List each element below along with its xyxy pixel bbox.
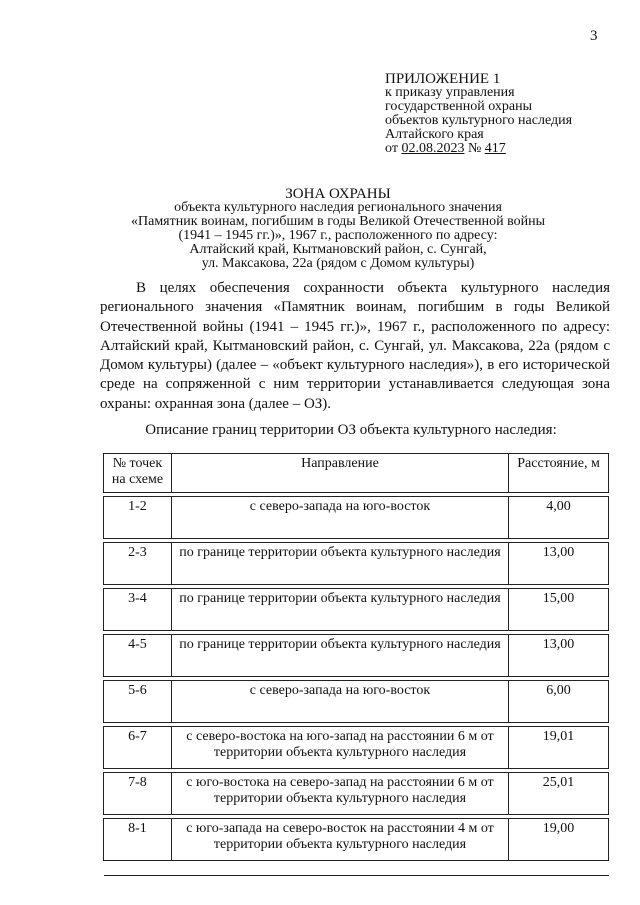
cell-direction: с юго-востока на северо-запад на расстоянии 6 м от территории объекта культурного наследия xyxy=(171,773,508,815)
cell-distance: 15,00 xyxy=(509,589,609,631)
cell-distance: 19,01 xyxy=(509,727,609,769)
body-paragraph: В целях обеспечения сохранности объекта культурного наследия регионального значения «Памятник воинам, погибшим в годы Великой Отечественной войны (1941 – 1945 гг.)», 1967 г., расположенного по адресу: Алтайский край, Кытмановский район, с. Сунгай, ул. Максакова, 22а (рядом с Домом культуры) (далее – «объект культурного наследия»), в его исторической среде на сопряженной с ним территории устанавливается следующая зона охраны: охранная зона (далее – ОЗ). xyxy=(100,280,610,412)
cell-direction: с северо-востока на юго-запад на расстоянии 6 м от территории объекта культурного наследия xyxy=(171,727,508,769)
appendix-line: государственной охраны xyxy=(385,99,533,114)
header-direction: Направление xyxy=(171,454,508,493)
cell-distance: 4,00 xyxy=(509,497,609,539)
cell-points: 4-5 xyxy=(104,635,172,677)
table-row xyxy=(104,681,609,723)
appendix-heading: ПРИЛОЖЕНИЕ 1 xyxy=(385,71,501,87)
cell-points: 5-6 xyxy=(104,681,172,723)
appendix-block xyxy=(385,72,572,156)
boundary-table xyxy=(103,453,609,876)
table-row xyxy=(104,497,609,539)
table-row xyxy=(104,543,609,585)
cell-distance: 25,01 xyxy=(509,773,609,815)
table-caption: Описание границ территории ОЗ объекта культурного наследия: xyxy=(145,422,557,438)
cell-points: 6-7 xyxy=(104,727,172,769)
date-prefix: от xyxy=(385,141,402,156)
cell-direction: с северо-запада на юго-восток xyxy=(171,681,508,723)
order-date: 02.08.2023 xyxy=(401,141,465,156)
table-row xyxy=(104,819,609,861)
cell-distance: 19,00 xyxy=(509,819,609,861)
title-line: «Памятник воинам, погибшим в годы Великой Отечественной войны xyxy=(131,214,545,229)
title-line: объекта культурного наследия регионального значения xyxy=(174,200,502,215)
cell-direction: с северо-запада на юго-восток xyxy=(171,497,508,539)
cell-direction: по границе территории объекта культурного наследия xyxy=(171,543,508,585)
appendix-line: к приказу управления xyxy=(385,85,515,100)
table-row xyxy=(104,589,609,631)
cell-points: 3-4 xyxy=(104,589,172,631)
cell-distance: 13,00 xyxy=(509,635,609,677)
cell-points: 1-2 xyxy=(104,497,172,539)
cell-distance: 13,00 xyxy=(509,543,609,585)
order-date-line xyxy=(385,142,572,156)
order-number: 417 xyxy=(484,141,506,156)
cell-direction: по границе территории объекта культурного наследия xyxy=(171,589,508,631)
title-line: ул. Максакова, 22а (рядом с Домом культуры) xyxy=(201,256,475,271)
table-row xyxy=(104,635,609,677)
cell-distance: 6,00 xyxy=(509,681,609,723)
appendix-line: объектов культурного наследия xyxy=(385,113,573,128)
cell-points: 7-8 xyxy=(104,773,172,815)
title-line: Алтайский край, Кытмановский район, с. Сунгай, xyxy=(189,242,487,257)
table-row xyxy=(104,773,609,815)
header-distance: Расстояние, м xyxy=(509,454,609,493)
row-spacer xyxy=(104,861,609,876)
number-prefix: № xyxy=(464,141,485,156)
cell-direction: по границе территории объекта культурного наследия xyxy=(171,635,508,677)
table-header-row xyxy=(104,454,609,493)
cell-direction: с юго-запада на северо-восток на расстоянии 4 м от территории объекта культурного наследия xyxy=(171,819,508,861)
appendix-line: Алтайского края xyxy=(385,127,484,142)
document-title xyxy=(0,187,640,271)
cell-points: 8-1 xyxy=(104,819,172,861)
title-line: (1941 – 1945 гг.)», 1967 г., расположенного по адресу: xyxy=(178,228,498,243)
page-number: 3 xyxy=(590,28,598,44)
table-row xyxy=(104,727,609,769)
title-heading: ЗОНА ОХРАНЫ xyxy=(285,186,391,202)
header-points: № точек на схеме xyxy=(104,454,172,493)
cell-points: 2-3 xyxy=(104,543,172,585)
